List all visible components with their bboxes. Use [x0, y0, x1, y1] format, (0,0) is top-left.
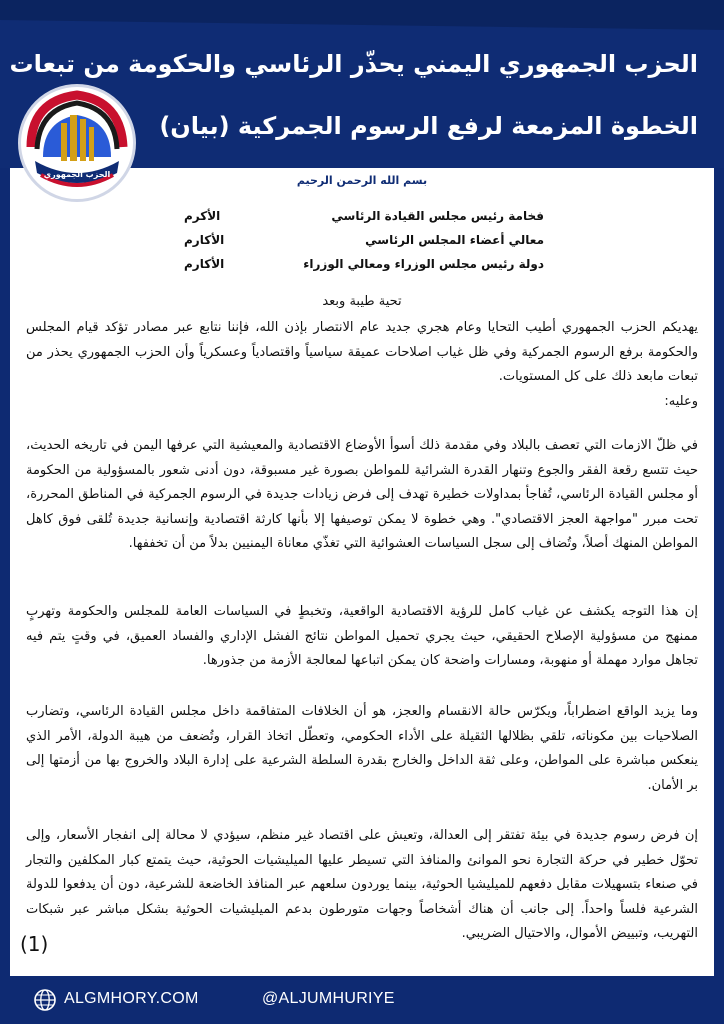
body-paragraph-1: يهديكم الحزب الجمهوري أطيب التحايا وعام هجري جديد عام الانتصار بإذن الله، فإننا نتابع عبر مصادر تؤكد قيام المجلس والحكومة برفع الرسوم الجمركية وفي ظل غياب اصلاحات عميقة سياسياً واقتصادياً وعسكرياً وأن الحزب الجمهوري يحذر من تبعات مابعد ذلك على كل المستويات. [26, 320, 698, 384]
addressee-row [184, 228, 544, 252]
addressee-list [184, 204, 544, 276]
addressee-name: دولة رئيس مجلس الوزراء ومعالي الوزراء [303, 257, 544, 271]
addressee-honorific: الأكارم [184, 233, 225, 247]
body-paragraph-2: وعليه: [664, 394, 698, 409]
basmala: بسم الله الرحمن الرحيم [296, 174, 428, 187]
page-title-line-1: الحزب الجمهوري اليمني يحذّر الرئاسي والحكومة من تبعات [9, 50, 698, 78]
page-title-line-2: الخطوة المزمعة لرفع الرسوم الجمركية (بيان) [159, 112, 698, 140]
social-handle-link[interactable]: @ALJUMHURIYE [262, 990, 395, 1007]
letter-page [10, 168, 714, 976]
greeting: تحية طيبة وبعد [322, 294, 402, 309]
addressee-row [184, 204, 544, 228]
addressee-name: فخامة رئيس مجلس القيادة الرئاسي [331, 209, 544, 223]
party-logo [18, 84, 136, 202]
body-paragraph-6: إن فرض رسوم جديدة في بيئة تفتقر إلى العدالة، وتعيش على اقتصاد غير منظم، سيؤدي لا محالة إلى انفجار الأسعار، وإلى تحوّل خطير في حركة التجارة نحو الموانئ والمنافذ التي تسيطر عليها الميليشيات الحوثية، حيث يتمتع كبار المكلفين والتجار في صنعاء بتسهيلات مقابل دفعهم للميليشيا الحوثية، بينما يوردون سلعهم عبر المنافذ الخاضعة للشرعية، دون أن يدفعوا للدولة الشرعية فلساً واحداً. إلى جانب أن هناك أشخاصاً وجهات متورطون بدعم الميليشيات الحوثية بشكل مباشر عبر شبكات التهريب، وتبييض الأموال، والاحتيال الضريبي. [26, 828, 698, 941]
body-paragraph-4: إن هذا التوجه يكشف عن غياب كامل للرؤية الاقتصادية الواقعية، وتخبطٍ في السياسات العامة للمجلس والحكومة وتهربٍ ممنهج من مسؤولية الإصلاح الحقيقي، حيث يجري تحميل المواطن نتائج الفشل الإداري والفساد العميق، في وقتٍ يتم فيه تجاهل موارد مهملة أو منهوبة، ومسارات واضحة كان يمكن اتباعها لمعالجة الأزمة من جذورها. [26, 604, 698, 668]
page-number: (1) [20, 932, 49, 956]
website-link[interactable]: ALGMHORY.COM [64, 990, 199, 1007]
body-paragraph-5: وما يزيد الواقع اضطراباً، ويكرّس حالة الانقسام والعجز، هو أن الخلافات المتفاقمة داخل مجلس القيادة الرئاسي، وتضارب الصلاحيات بين مكوناته، تلقي بظلالها الثقيلة على الأداء الحكومي، وتعطّل اتخاذ القرار، وتُضعف من هيبة الدولة، الأمر الذي ينعكس مباشرة على المواطن، وعلى ثقة الداخل والخارج بقدرة السلطة الشرعية على إدارة البلاد والخروج بها من أزمتها إلى بر الأمان. [26, 704, 698, 793]
globe-icon [34, 989, 56, 1011]
footer-bar [0, 976, 724, 1024]
logo-text: الحزب الجمهوري [43, 170, 111, 179]
addressee-row [184, 252, 544, 276]
logo-emblem-icon [21, 87, 133, 199]
addressee-name: معالي أعضاء المجلس الرئاسي [365, 233, 544, 247]
addressee-honorific: الأكرم [184, 209, 221, 223]
addressee-honorific: الأكارم [184, 257, 225, 271]
body-paragraph-3: في ظلّ الازمات التي تعصف بالبلاد وفي مقدمة ذلك أسوأ الأوضاع الاقتصادية والمعيشية التي عرفها اليمن في تاريخه الحديث، حيث تتسع رقعة الفقر والجوع وتنهار القدرة الشرائية للمواطن بصورة غير مسبوقة، دون أدنى شعور بالمسؤولية من الحكومة أو مجلس القيادة الرئاسي، تُفاجأ بمداولات خطيرة تهدف إلى فرض زيادات جديدة في الرسوم الجمركية في المناطق المحررة، تحت مبرر "مواجهة العجز الاقتصادي". وهي خطوة لا يمكن توصيفها إلا بأنها كارثة اقتصادية وإنسانية جديدة تُلقى فوق كاهل المواطن المنهك أصلاً، وتُضاف إلى سجل السياسات العشوائية التي تغذّي معاناة اليمنيين بدلاً من أن تخففها. [26, 438, 698, 551]
